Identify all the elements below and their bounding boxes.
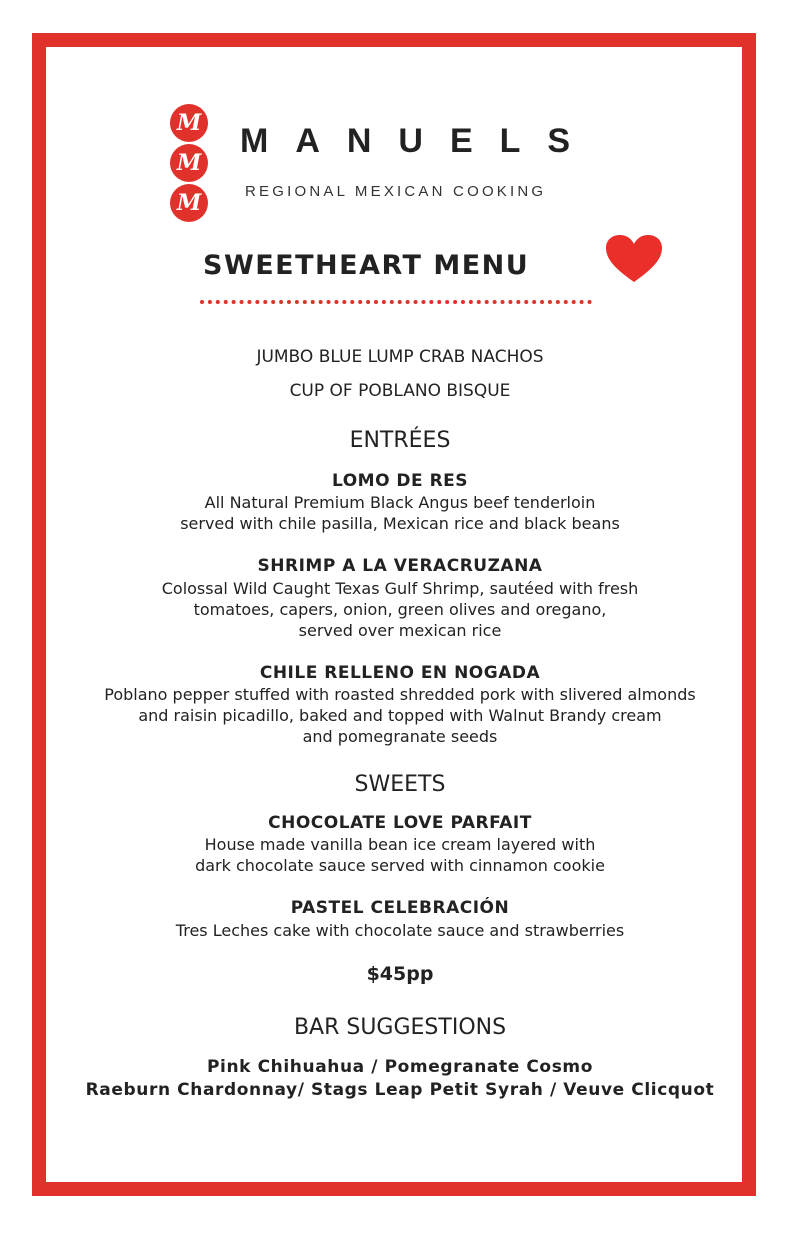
dish-description-line: and raisin picadillo, baked and topped with Walnut Brandy cream (138, 706, 662, 725)
dish-name: LOMO DE RES (331, 471, 469, 491)
bar-suggestion-line: Pink Chihuahua / Pomegranate Cosmo (206, 1057, 594, 1077)
dish-description-line: served over mexican rice (298, 621, 502, 640)
dish-name: CHILE RELLENO EN NOGADA (259, 663, 541, 683)
price: $45pp (366, 963, 434, 985)
dish-description-line: Colossal Wild Caught Texas Gulf Shrimp, sautéed with fresh (161, 579, 639, 598)
logo-circle-3: M (170, 184, 208, 222)
dish-description-line: All Natural Premium Black Angus beef tenderloin (204, 493, 596, 512)
dish-description-line: Tres Leches cake with chocolate sauce and strawberries (175, 921, 625, 940)
menu-title: SWEETHEART MENU (203, 250, 530, 281)
logo-mark (170, 104, 210, 224)
dotted-divider (200, 300, 592, 304)
dish-description-line: House made vanilla bean ice cream layered with (204, 835, 596, 854)
dish-description (0, 920, 800, 941)
dish-description-line: and pomegranate seeds (302, 727, 498, 746)
dish-description (0, 684, 800, 747)
dish-description-line: served with chile pasilla, Mexican rice and black beans (180, 514, 620, 533)
dish-name: CHOCOLATE LOVE PARFAIT (268, 813, 532, 833)
brand-tagline: REGIONAL MEXICAN COOKING (245, 183, 547, 200)
dish-description (0, 834, 800, 876)
dish-name: SHRIMP A LA VERACRUZANA (257, 556, 543, 576)
starter-item: JUMBO BLUE LUMP CRAB NACHOS (256, 347, 544, 367)
dish-name: PASTEL CELEBRACIÓN (290, 898, 510, 918)
heart-icon (605, 234, 663, 284)
section-heading-bar: BAR SUGGESTIONS (293, 1015, 507, 1040)
section-heading-entrees: ENTRÉES (349, 428, 451, 453)
logo-circle-2: M (170, 144, 208, 182)
dish-description-line: Poblano pepper stuffed with roasted shredded pork with slivered almonds (104, 685, 696, 704)
brand-name: MANUELS (240, 122, 598, 160)
dish-description-line: tomatoes, capers, onion, green olives and oregano, (193, 600, 607, 619)
section-heading-sweets: SWEETS (354, 772, 446, 797)
logo-circle-1: M (170, 104, 208, 142)
dish-description (0, 578, 800, 641)
dish-description (0, 492, 800, 534)
bar-suggestion-line: Raeburn Chardonnay/ Stags Leap Petit Syrah / Veuve Clicquot (85, 1080, 715, 1100)
starter-item: CUP OF POBLANO BISQUE (289, 381, 511, 401)
dish-description-line: dark chocolate sauce served with cinnamon cookie (195, 856, 605, 875)
